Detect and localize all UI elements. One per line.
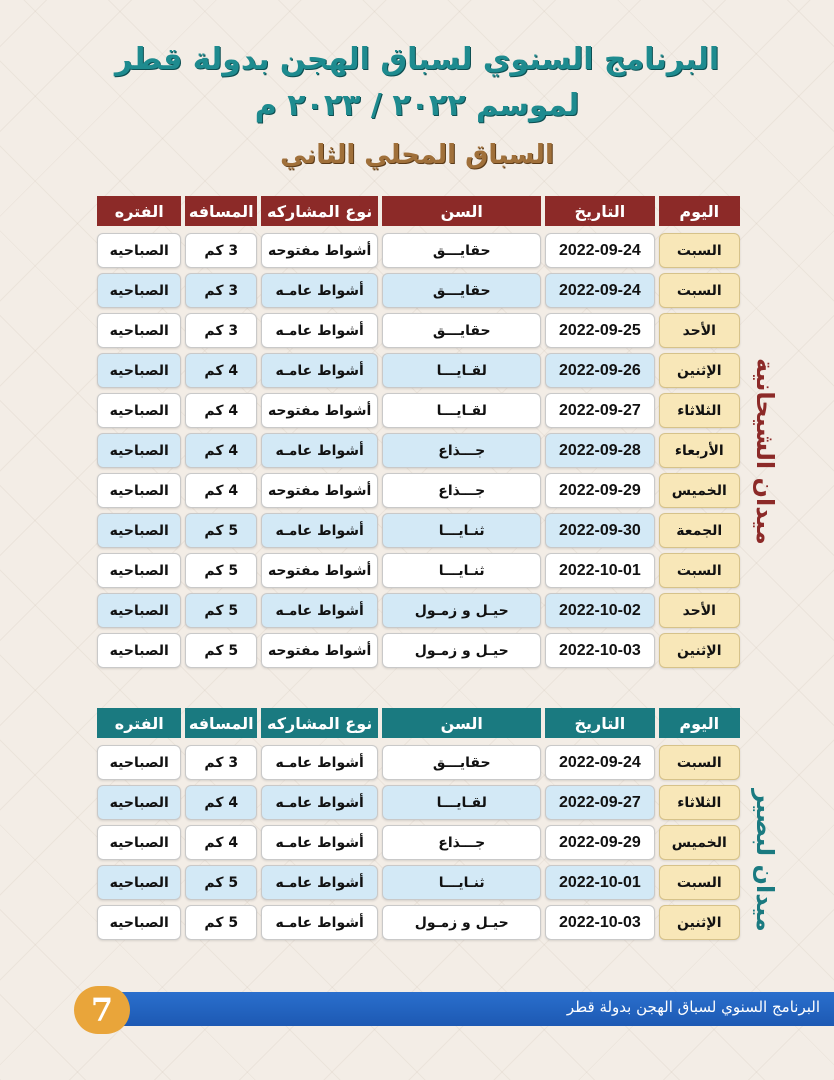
- table-row: [97, 313, 740, 348]
- age-cell: لقـايـــا: [382, 393, 541, 428]
- period-cell: الصباحيه: [97, 553, 181, 588]
- type-cell: أشواط مفتوحه: [261, 393, 378, 428]
- period-cell: الصباحيه: [97, 353, 181, 388]
- day-cell: الخميس: [659, 825, 740, 860]
- age-cell: حقايـــق: [382, 313, 541, 348]
- day-cell: الإثنين: [659, 633, 740, 668]
- table-row: [97, 513, 740, 548]
- day-cell: الإثنين: [659, 353, 740, 388]
- age-cell: ثنـايـــا: [382, 553, 541, 588]
- date-cell: 2022-09-29: [545, 825, 654, 860]
- col-header-date: التاريخ: [545, 708, 654, 738]
- age-cell: ثنـايـــا: [382, 865, 541, 900]
- distance-cell: 5 كم: [185, 905, 257, 940]
- period-cell: الصباحيه: [97, 785, 181, 820]
- age-cell: جـــذاع: [382, 433, 541, 468]
- date-cell: 2022-10-03: [545, 633, 654, 668]
- distance-cell: 4 كم: [185, 825, 257, 860]
- day-cell: الأحد: [659, 593, 740, 628]
- day-cell: الجمعة: [659, 513, 740, 548]
- table-row: [97, 353, 740, 388]
- date-cell: 2022-09-26: [545, 353, 654, 388]
- table-header: [97, 196, 740, 226]
- age-cell: لقـايـــا: [382, 785, 541, 820]
- type-cell: أشواط عامـه: [261, 745, 378, 780]
- table-body: [97, 745, 740, 940]
- distance-cell: 3 كم: [185, 233, 257, 268]
- table-row: [97, 433, 740, 468]
- period-cell: الصباحيه: [97, 313, 181, 348]
- date-cell: 2022-10-03: [545, 905, 654, 940]
- period-cell: الصباحيه: [97, 513, 181, 548]
- table-row: [97, 473, 740, 508]
- age-cell: جـــذاع: [382, 473, 541, 508]
- date-cell: 2022-10-01: [545, 553, 654, 588]
- date-cell: 2022-09-24: [545, 745, 654, 780]
- venue-label-shahaniya: [745, 236, 785, 666]
- type-cell: أشواط مفتوحه: [261, 233, 378, 268]
- type-cell: أشواط عامـه: [261, 785, 378, 820]
- type-cell: أشواط عامـه: [261, 513, 378, 548]
- page-title: البرنامج السنوي لسباق الهجن بدولة قطر: [114, 42, 720, 77]
- type-cell: أشواط عامـه: [261, 905, 378, 940]
- col-header-period: الفتره: [97, 708, 181, 738]
- season-title: لموسم ٢٠٢٢ / ٢٠٢٣ م: [254, 88, 580, 123]
- period-cell: الصباحيه: [97, 593, 181, 628]
- venue-name: ميدان الشيحانية: [751, 357, 779, 545]
- distance-cell: 5 كم: [185, 865, 257, 900]
- col-header-distance: المسافه: [185, 708, 257, 738]
- table-row: [97, 865, 740, 900]
- type-cell: أشواط مفتوحه: [261, 473, 378, 508]
- day-cell: السبت: [659, 745, 740, 780]
- table-row: [97, 393, 740, 428]
- day-cell: السبت: [659, 273, 740, 308]
- period-cell: الصباحيه: [97, 825, 181, 860]
- period-cell: الصباحيه: [97, 905, 181, 940]
- date-cell: 2022-10-01: [545, 865, 654, 900]
- age-cell: لقـايـــا: [382, 353, 541, 388]
- col-header-type: نوع المشاركه: [261, 196, 378, 226]
- distance-cell: 5 كم: [185, 633, 257, 668]
- type-cell: أشواط عامـه: [261, 433, 378, 468]
- date-cell: 2022-10-02: [545, 593, 654, 628]
- col-header-day: اليوم: [659, 196, 740, 226]
- age-cell: حيـل و زمـول: [382, 593, 541, 628]
- distance-cell: 4 كم: [185, 473, 257, 508]
- age-cell: حقايـــق: [382, 233, 541, 268]
- age-cell: حقايـــق: [382, 273, 541, 308]
- schedule-table-shahaniya: [97, 196, 740, 673]
- day-cell: الخميس: [659, 473, 740, 508]
- distance-cell: 5 كم: [185, 513, 257, 548]
- date-cell: 2022-09-24: [545, 233, 654, 268]
- col-header-age: السن: [382, 196, 541, 226]
- table-row: [97, 825, 740, 860]
- day-cell: الأحد: [659, 313, 740, 348]
- age-cell: ثنـايـــا: [382, 513, 541, 548]
- table-row: [97, 553, 740, 588]
- type-cell: أشواط عامـه: [261, 593, 378, 628]
- type-cell: أشواط مفتوحه: [261, 553, 378, 588]
- schedule-table-lbsair: [97, 708, 740, 945]
- type-cell: أشواط عامـه: [261, 865, 378, 900]
- table-row: [97, 233, 740, 268]
- day-cell: السبت: [659, 865, 740, 900]
- table-row: [97, 273, 740, 308]
- col-header-distance: المسافه: [185, 196, 257, 226]
- distance-cell: 4 كم: [185, 353, 257, 388]
- table-body: [97, 233, 740, 668]
- footer-bar: [105, 992, 834, 1026]
- table-row: [97, 905, 740, 940]
- table-row: [97, 745, 740, 780]
- race-subtitle: السباق المحلي الثاني: [280, 140, 554, 170]
- col-header-date: التاريخ: [545, 196, 654, 226]
- date-cell: 2022-09-28: [545, 433, 654, 468]
- distance-cell: 3 كم: [185, 273, 257, 308]
- day-cell: الثلاثاء: [659, 785, 740, 820]
- distance-cell: 4 كم: [185, 433, 257, 468]
- age-cell: حقايـــق: [382, 745, 541, 780]
- period-cell: الصباحيه: [97, 393, 181, 428]
- page-number: 7: [74, 986, 130, 1034]
- col-header-day: اليوم: [659, 708, 740, 738]
- age-cell: جـــذاع: [382, 825, 541, 860]
- table-header: [97, 708, 740, 738]
- date-cell: 2022-09-25: [545, 313, 654, 348]
- distance-cell: 4 كم: [185, 785, 257, 820]
- period-cell: الصباحيه: [97, 473, 181, 508]
- col-header-period: الفتره: [97, 196, 181, 226]
- type-cell: أشواط عامـه: [261, 313, 378, 348]
- date-cell: 2022-09-27: [545, 393, 654, 428]
- day-cell: الأربعاء: [659, 433, 740, 468]
- period-cell: الصباحيه: [97, 433, 181, 468]
- col-header-age: السن: [382, 708, 541, 738]
- venue-label-lbsair: [745, 748, 785, 973]
- period-cell: الصباحيه: [97, 273, 181, 308]
- type-cell: أشواط عامـه: [261, 825, 378, 860]
- day-cell: السبت: [659, 553, 740, 588]
- distance-cell: 3 كم: [185, 313, 257, 348]
- type-cell: أشواط عامـه: [261, 273, 378, 308]
- type-cell: أشواط مفتوحه: [261, 633, 378, 668]
- period-cell: الصباحيه: [97, 865, 181, 900]
- type-cell: أشواط عامـه: [261, 353, 378, 388]
- distance-cell: 4 كم: [185, 393, 257, 428]
- day-cell: الإثنين: [659, 905, 740, 940]
- age-cell: حيـل و زمـول: [382, 905, 541, 940]
- distance-cell: 5 كم: [185, 593, 257, 628]
- day-cell: الثلاثاء: [659, 393, 740, 428]
- date-cell: 2022-09-27: [545, 785, 654, 820]
- date-cell: 2022-09-30: [545, 513, 654, 548]
- venue-name: ميدان لبصير: [751, 789, 779, 932]
- footer-text: البرنامج السنوي لسباق الهجن بدولة قطر: [566, 998, 820, 1016]
- distance-cell: 3 كم: [185, 745, 257, 780]
- period-cell: الصباحيه: [97, 233, 181, 268]
- period-cell: الصباحيه: [97, 745, 181, 780]
- date-cell: 2022-09-24: [545, 273, 654, 308]
- table-row: [97, 593, 740, 628]
- distance-cell: 5 كم: [185, 553, 257, 588]
- period-cell: الصباحيه: [97, 633, 181, 668]
- date-cell: 2022-09-29: [545, 473, 654, 508]
- day-cell: السبت: [659, 233, 740, 268]
- table-row: [97, 785, 740, 820]
- table-row: [97, 633, 740, 668]
- age-cell: حيـل و زمـول: [382, 633, 541, 668]
- col-header-type: نوع المشاركه: [261, 708, 378, 738]
